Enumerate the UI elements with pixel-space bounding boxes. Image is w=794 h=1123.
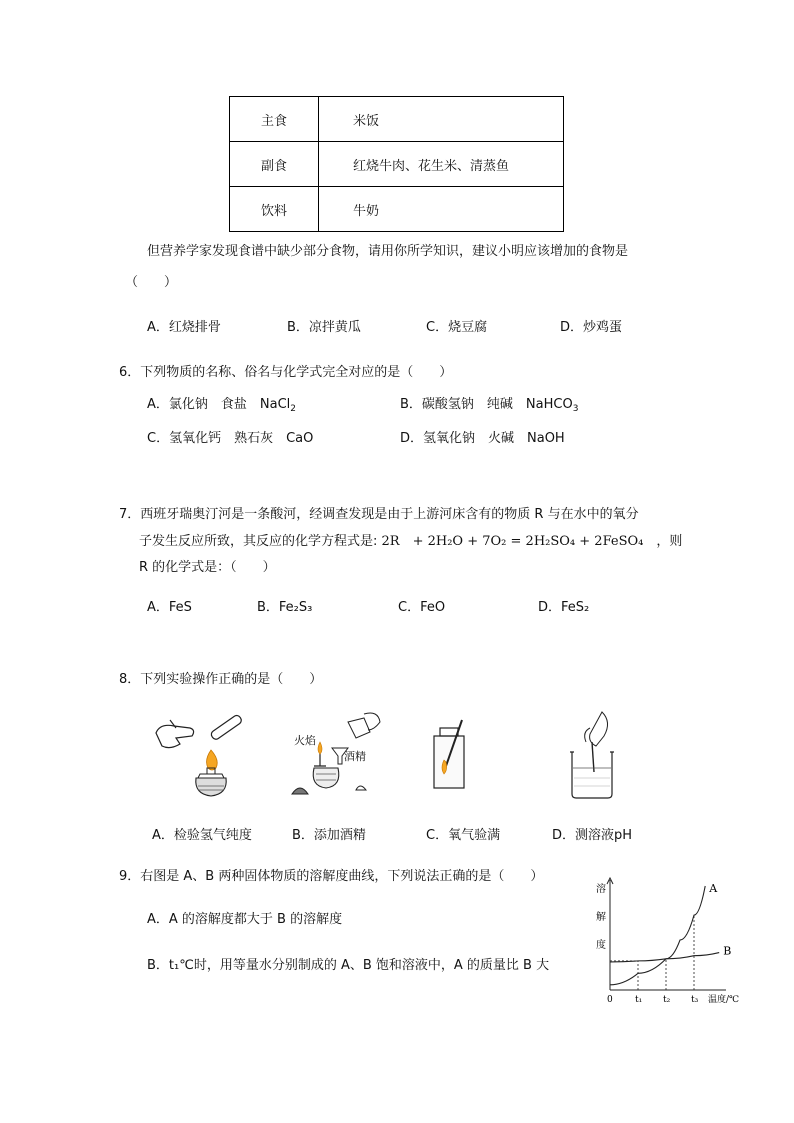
- flame-label: 火焰: [294, 734, 316, 747]
- alcohol-label: 酒精: [344, 750, 366, 763]
- q7-option-d: D．FeS₂: [538, 600, 590, 615]
- q5-stem-line1: 但营养学家发现食谱中缺少部分食物，请用你所学知识，建议小明应该增加的食物是: [147, 244, 629, 259]
- q9-option-a: A．A 的溶解度都大于 B 的溶解度: [147, 912, 343, 927]
- table-cell-label: 主食: [230, 97, 319, 142]
- table-cell-value: 牛奶: [319, 187, 564, 232]
- series-line-a: [610, 886, 705, 985]
- q5-option-d: D．炒鸡蛋: [560, 320, 623, 335]
- x-tick-label: t₂: [663, 995, 671, 1005]
- q7-option-a: A．FeS: [147, 600, 192, 615]
- x-tick-label: t₃: [691, 995, 699, 1005]
- q5-option-a: A．红烧排骨: [147, 320, 221, 335]
- q6-option-a: [147, 393, 296, 412]
- table-cell-value: 米饭: [319, 97, 564, 142]
- q6-option-b: [400, 393, 578, 412]
- q7-equation: 2R + 2H₂O + 7O₂ = 2H₂SO₄ + 2FeSO₄ ，则: [381, 534, 683, 549]
- x-tick-label: 0: [607, 995, 613, 1005]
- y-axis-label: 解: [596, 912, 606, 923]
- q8-stem: 8．下列实验操作正确的是（ ）: [119, 672, 323, 687]
- q6-stem: 6．下列物质的名称、俗名与化学式完全对应的是（ ）: [119, 365, 453, 380]
- q6-option-b-text: B．碳酸氢钠 纯碱 NaHCO: [400, 397, 573, 412]
- q5-option-c: C．烧豆腐: [426, 320, 488, 335]
- x-axis-label: 温度/℃: [708, 995, 740, 1005]
- table-cell-value: 红烧牛肉、花生米、清蒸鱼: [319, 142, 564, 187]
- q9-option-b: B．t₁℃时，用等量水分别制成的 A、B 饱和溶液中，A 的质量比 B 大: [147, 958, 550, 973]
- series-label-b: B: [723, 944, 732, 958]
- subscript: 3: [572, 404, 579, 414]
- q6-option-d: D．氢氧化钠 火碱 NaOH: [400, 431, 565, 446]
- q8-option-c: C．氧气验满: [426, 828, 501, 843]
- adding-alcohol-illustration: [290, 708, 400, 802]
- series-label-a: A: [709, 882, 718, 895]
- solubility-chart: [592, 880, 740, 1006]
- subscript: 2: [290, 404, 297, 414]
- menu-table: [229, 96, 564, 232]
- q5-stem-line2: （ ）: [125, 275, 178, 290]
- y-axis-label: 溶: [596, 884, 606, 895]
- q8-option-b: B．添加酒精: [292, 828, 366, 843]
- q7-line2: [139, 530, 682, 549]
- q7-line3: R 的化学式是：（ ）: [139, 560, 276, 575]
- x-tick-label: t₁: [635, 995, 643, 1005]
- test-ph-illustration: [566, 708, 622, 802]
- q7-line1: 7．西班牙瑞奥汀河是一条酸河，经调查发现是由于上游河床含有的物质 R 与在水中的氧分: [119, 507, 639, 522]
- q7-option-b: B．Fe₂S₃: [257, 600, 313, 615]
- q5-option-b: B．凉拌黄瓜: [287, 320, 361, 335]
- oxygen-full-test-illustration: [432, 718, 482, 798]
- table-row: [230, 187, 564, 232]
- y-axis-label: 度: [596, 940, 606, 951]
- q9-stem: 9．右图是 A、B 两种固体物质的溶解度曲线，下列说法正确的是（ ）: [119, 869, 544, 884]
- q6-option-c: C．氢氧化钙 熟石灰 CaO: [147, 431, 314, 446]
- table-row: [230, 97, 564, 142]
- q8-option-d: D．测溶液pH: [552, 828, 633, 843]
- q6-option-a-text: A．氯化钠 食盐 NaCl: [147, 397, 291, 412]
- table-cell-label: 饮料: [230, 187, 319, 232]
- hydrogen-purity-test-illustration: [150, 708, 250, 802]
- table-cell-label: 副食: [230, 142, 319, 187]
- q8-option-a: A．检验氢气纯度: [152, 828, 252, 843]
- table-row: [230, 142, 564, 187]
- q7-option-c: C．FeO: [398, 600, 446, 615]
- q7-line2-text: 子发生反应所致，其反应的化学方程式是:: [139, 534, 378, 549]
